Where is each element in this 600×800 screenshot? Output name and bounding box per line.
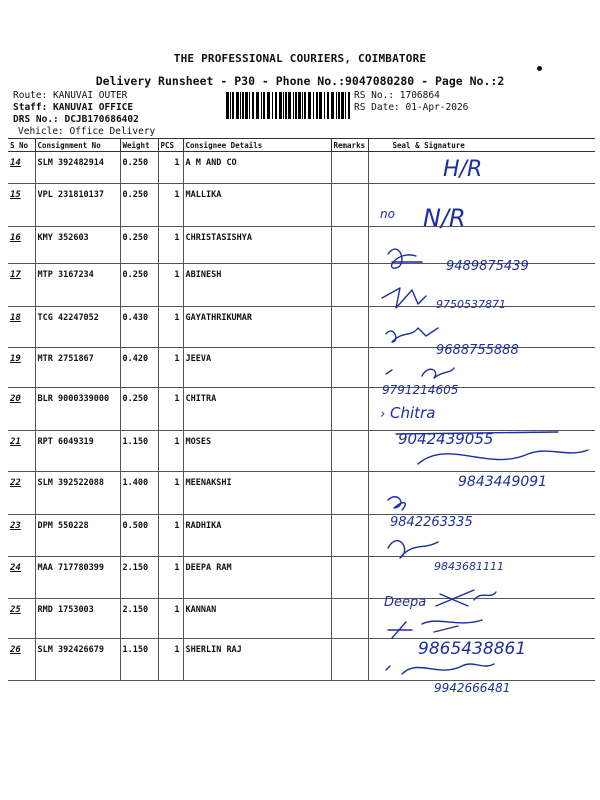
- handwritten-phone: 9942666481: [434, 681, 511, 695]
- cell-consignment-no: DPM 550228: [35, 515, 120, 557]
- cell-weight: 1.150: [120, 431, 158, 472]
- cell-pcs: 1: [158, 307, 183, 348]
- cell-sno: 16: [8, 227, 35, 264]
- punch-dot: [537, 66, 542, 71]
- cell-signature: [368, 152, 595, 184]
- cell-sno: 20: [8, 388, 35, 431]
- table-row: [8, 184, 595, 227]
- col-header-sno: S No: [8, 139, 35, 152]
- cell-consignee: KANNAN: [183, 599, 331, 639]
- rs-date: RS Date: 01-Apr-2026: [354, 102, 469, 113]
- handwritten-phone: 9843681111: [434, 560, 504, 573]
- cell-sno: 26: [8, 639, 35, 681]
- cell-weight: 0.250: [120, 227, 158, 264]
- handwritten-name: Chitra: [390, 404, 436, 422]
- cell-remarks: [331, 348, 368, 388]
- table-row: [8, 348, 595, 388]
- cell-remarks: [331, 227, 368, 264]
- table-row: [8, 639, 595, 681]
- cell-remarks: [331, 388, 368, 431]
- cell-consignee: SHERLIN RAJ: [183, 639, 331, 681]
- handwritten-phone: 9042439055: [398, 430, 494, 448]
- cell-signature: [368, 388, 595, 431]
- cell-remarks: [331, 264, 368, 307]
- table-row: [8, 472, 595, 515]
- cell-consignment-no: MTP 3167234: [35, 264, 120, 307]
- vehicle-label: Vehicle: Office Delivery: [18, 126, 156, 137]
- cell-consignment-no: SLM 392522088: [35, 472, 120, 515]
- runsheet-table: [8, 138, 595, 681]
- handwritten-phone: 9750537871: [436, 298, 506, 311]
- cell-sno: 24: [8, 557, 35, 599]
- cell-consignee: JEEVA: [183, 348, 331, 388]
- table-header-row: [8, 139, 595, 152]
- col-header-weight: Weight: [120, 139, 158, 152]
- table-row: [8, 264, 595, 307]
- handwritten-name: Deepa: [384, 595, 427, 610]
- table-row: [8, 307, 595, 348]
- cell-weight: 2.150: [120, 557, 158, 599]
- cell-consignment-no: MTR 2751867: [35, 348, 120, 388]
- cell-signature: [368, 557, 595, 599]
- cell-pcs: 1: [158, 348, 183, 388]
- runsheet-table-area: [8, 138, 595, 698]
- cell-consignee: MALLIKA: [183, 184, 331, 227]
- handwritten-phone: 9842263335: [390, 515, 473, 530]
- cell-sno: 15: [8, 184, 35, 227]
- company-title: THE PROFESSIONAL COURIERS, COIMBATORE: [173, 52, 427, 65]
- cell-remarks: [331, 184, 368, 227]
- cell-weight: 0.420: [120, 348, 158, 388]
- cell-weight: 0.430: [120, 307, 158, 348]
- table-row: [8, 515, 595, 557]
- cell-weight: 0.250: [120, 388, 158, 431]
- handwritten-phone: 9688755888: [436, 343, 519, 358]
- cell-weight: 0.500: [120, 515, 158, 557]
- cell-signature: [368, 184, 595, 227]
- cell-remarks: [331, 515, 368, 557]
- handwritten-name: ›: [380, 407, 386, 422]
- cell-signature: [368, 227, 595, 264]
- cell-consignee: ABINESH: [183, 264, 331, 307]
- cell-consignment-no: BLR 9000339000: [35, 388, 120, 431]
- cell-pcs: 1: [158, 557, 183, 599]
- cell-consignee: GAYATHRIKUMAR: [183, 307, 331, 348]
- cell-consignee: RADHIKA: [183, 515, 331, 557]
- cell-pcs: 1: [158, 227, 183, 264]
- cell-signature: [368, 639, 595, 681]
- cell-sno: 14: [8, 152, 35, 184]
- cell-consignment-no: MAA 717780399: [35, 557, 120, 599]
- rs-number: RS No.: 1706864: [354, 90, 440, 101]
- staff-label: Staff: KANUVAI OFFICE: [13, 102, 134, 113]
- cell-signature: [368, 472, 595, 515]
- cell-remarks: [331, 431, 368, 472]
- cell-weight: 2.150: [120, 599, 158, 639]
- cell-consignee: MOSES: [183, 431, 331, 472]
- cell-sno: 25: [8, 599, 35, 639]
- handwritten-status: N/R: [423, 204, 466, 232]
- cell-consignment-no: VPL 231810137: [35, 184, 120, 227]
- cell-weight: 0.250: [120, 184, 158, 227]
- handwritten-phone: 9865438861: [418, 639, 527, 659]
- cell-consignee: DEEPA RAM: [183, 557, 331, 599]
- cell-sno: 21: [8, 431, 35, 472]
- runsheet-subtitle: Delivery Runsheet - P30 - Phone No.:9047080280 - Page No.:2: [95, 74, 505, 88]
- barcode-image: [226, 92, 350, 119]
- cell-signature: [368, 348, 595, 388]
- cell-consignment-no: SLM 392426679: [35, 639, 120, 681]
- cell-pcs: 1: [158, 599, 183, 639]
- col-header-remarks: Remarks: [331, 139, 368, 152]
- cell-pcs: 1: [158, 639, 183, 681]
- handwritten-status: H/R: [443, 157, 483, 182]
- cell-remarks: [331, 599, 368, 639]
- col-header-pcs: PCS: [158, 139, 183, 152]
- route-label: Route: KANUVAI OUTER: [13, 90, 128, 101]
- cell-pcs: 1: [158, 431, 183, 472]
- table-row: [8, 388, 595, 431]
- cell-pcs: 1: [158, 152, 183, 184]
- cell-sno: 22: [8, 472, 35, 515]
- table-row: [8, 227, 595, 264]
- cell-sno: 19: [8, 348, 35, 388]
- cell-consignment-no: KMY 352603: [35, 227, 120, 264]
- handwritten-initials: no: [380, 207, 395, 221]
- col-header-consignee: Consignee Details: [183, 139, 331, 152]
- cell-sno: 17: [8, 264, 35, 307]
- col-header-consignment: Consignment No: [35, 139, 120, 152]
- cell-remarks: [331, 152, 368, 184]
- cell-remarks: [331, 307, 368, 348]
- handwritten-phone: 9489875439: [446, 259, 529, 274]
- cell-weight: 0.250: [120, 152, 158, 184]
- cell-consignee: CHITRA: [183, 388, 331, 431]
- handwritten-phone: 9791214605: [382, 383, 459, 397]
- cell-signature: [368, 264, 595, 307]
- cell-sno: 23: [8, 515, 35, 557]
- table-row: [8, 431, 595, 472]
- cell-pcs: 1: [158, 388, 183, 431]
- cell-remarks: [331, 472, 368, 515]
- cell-weight: 0.250: [120, 264, 158, 307]
- col-header-signature: Seal & Signature: [368, 139, 595, 152]
- handwritten-phone: 9843449091: [458, 474, 548, 490]
- cell-weight: 1.150: [120, 639, 158, 681]
- cell-consignee: CHRISTASISHYA: [183, 227, 331, 264]
- cell-consignment-no: TCG 42247052: [35, 307, 120, 348]
- cell-consignee: A M AND CO: [183, 152, 331, 184]
- cell-consignment-no: SLM 392482914: [35, 152, 120, 184]
- cell-remarks: [331, 557, 368, 599]
- cell-remarks: [331, 639, 368, 681]
- cell-pcs: 1: [158, 264, 183, 307]
- drs-number: DRS No.: DCJB170686402: [13, 114, 139, 125]
- cell-pcs: 1: [158, 184, 183, 227]
- cell-weight: 1.400: [120, 472, 158, 515]
- cell-pcs: 1: [158, 515, 183, 557]
- cell-signature: [368, 515, 595, 557]
- cell-pcs: 1: [158, 472, 183, 515]
- cell-consignee: MEENAKSHI: [183, 472, 331, 515]
- cell-sno: 18: [8, 307, 35, 348]
- cell-signature: [368, 431, 595, 472]
- cell-consignment-no: RPT 6049319: [35, 431, 120, 472]
- cell-signature: [368, 599, 595, 639]
- table-row: [8, 557, 595, 599]
- cell-consignment-no: RMD 1753003: [35, 599, 120, 639]
- cell-signature: [368, 307, 595, 348]
- table-row: [8, 599, 595, 639]
- table-row: [8, 152, 595, 184]
